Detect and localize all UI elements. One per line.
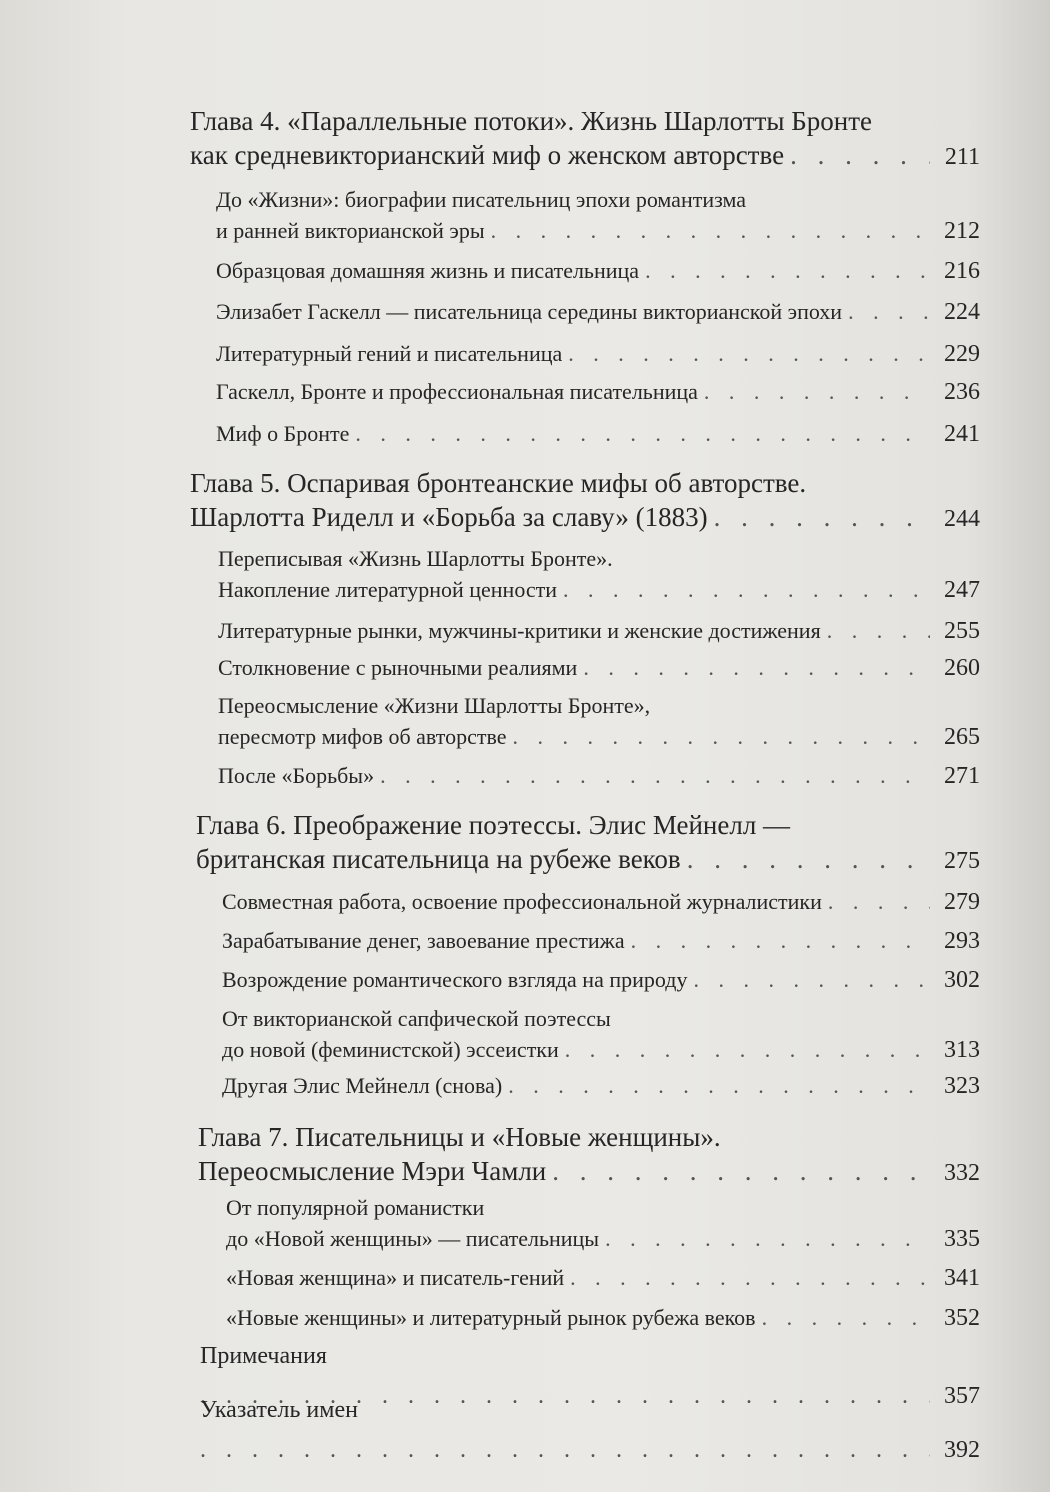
page-number: 313 — [944, 1037, 980, 1063]
section-entry — [216, 418, 980, 450]
page-number: 293 — [944, 928, 980, 954]
leader-dots — [570, 1262, 930, 1293]
page-number: 244 — [944, 506, 980, 532]
chapter-6-entry — [196, 808, 980, 878]
page-number: 335 — [944, 1226, 980, 1252]
section-entry — [222, 1070, 980, 1102]
section-entry — [222, 964, 980, 996]
chapter-title-line2: как средневикторианский миф о женском авторстве — [190, 140, 785, 170]
section-title-line2: до новой (феминистской) эссеистки — [222, 1037, 559, 1062]
leader-dots — [848, 296, 930, 327]
section-entry — [222, 886, 980, 918]
leader-dots — [200, 1430, 930, 1470]
section-title: Другая Элис Мейнелл (снова) — [222, 1073, 503, 1098]
leader-dots — [828, 886, 930, 917]
section-title: Образцовая домашняя жизнь и писательница — [216, 258, 640, 283]
section-title-line1: До «Жизни»: биографии писательниц эпохи романтизма — [216, 187, 747, 212]
chapter-title-line2: британская писательница на рубеже веков — [196, 844, 681, 874]
leader-dots — [508, 1070, 930, 1101]
section-title-line1: От популярной романистки — [226, 1195, 485, 1220]
leader-dots — [645, 255, 930, 286]
page-number: 236 — [944, 379, 980, 405]
section-title: Совместная работа, освоение профессиональной журналистики — [222, 889, 822, 914]
leader-dots — [605, 1223, 930, 1254]
section-title: Столкновение с рыночными реалиями — [218, 655, 578, 680]
section-entry — [218, 652, 980, 684]
page-number: 323 — [944, 1073, 980, 1099]
section-title: Миф о Бронте — [216, 421, 350, 446]
leader-dots — [552, 1154, 930, 1188]
leader-dots — [790, 138, 930, 172]
leader-dots — [380, 760, 930, 791]
chapter-7-entry — [198, 1120, 980, 1190]
page-number: 216 — [944, 258, 980, 284]
section-title: Гаскелл, Бронте и профессиональная писательница — [216, 379, 698, 404]
page-number: 265 — [944, 724, 980, 750]
leader-dots — [693, 964, 930, 995]
section-title-line2: до «Новой женщины» — писательницы — [226, 1226, 600, 1251]
section-title: «Новая женщина» и писатель-гений — [226, 1265, 565, 1290]
chapter-title-line1: Глава 6. Преображение поэтессы. Элис Мейнелл — — [196, 810, 791, 840]
section-title: Литературный гений и писательница — [216, 341, 563, 366]
section-entry — [218, 690, 980, 753]
chapter-title-line1: Глава 5. Оспаривая бронтеанские мифы об авторстве. — [190, 468, 807, 498]
section-title-line1: Переписывая «Жизнь Шарлотты Бронте». — [218, 546, 613, 571]
section-title: Литературные рынки, мужчины-критики и женские достижения — [218, 618, 821, 643]
section-entry — [218, 543, 980, 606]
page-number: 241 — [944, 421, 980, 447]
section-entry — [222, 925, 980, 957]
leader-dots — [762, 1302, 930, 1333]
leader-dots — [565, 1034, 930, 1065]
section-title: Элизабет Гаскелл — писательница середины викторианской эпохи — [216, 299, 843, 324]
leader-dots — [687, 842, 930, 876]
section-entry — [216, 296, 980, 328]
section-title: Зарабатывание денег, завоевание престижа — [222, 928, 625, 953]
leader-dots — [583, 652, 930, 683]
page-number: 247 — [944, 577, 980, 603]
page-number: 341 — [944, 1265, 980, 1291]
section-entry — [226, 1302, 980, 1334]
section-title-line2: и ранней викторианской эры — [216, 218, 485, 243]
section-entry — [216, 184, 980, 247]
section-title-line2: Накопление литературной ценности — [218, 577, 558, 602]
chapter-title-line2: Шарлотта Риделл и «Борьба за славу» (1883) — [190, 502, 708, 532]
page-number: 392 — [944, 1437, 980, 1463]
page-number: 279 — [944, 889, 980, 915]
section-title-line2: пересмотр мифов об авторстве — [218, 724, 507, 749]
page-number: 302 — [944, 967, 980, 993]
section-entry — [218, 760, 980, 792]
notes-label: Примечания — [200, 1343, 327, 1369]
index-entry — [200, 1390, 980, 1470]
page-number: 271 — [944, 763, 980, 789]
page-number: 357 — [944, 1383, 980, 1409]
leader-dots — [355, 418, 930, 449]
section-entry — [222, 1003, 980, 1066]
chapter-4-entry — [190, 104, 980, 174]
page-number: 352 — [944, 1305, 980, 1331]
section-title: «Новые женщины» и литературный рынок рубежа веков — [226, 1305, 756, 1330]
page-number: 224 — [944, 299, 980, 325]
section-entry — [226, 1192, 980, 1255]
chapter-title-line1: Глава 7. Писательницы и «Новые женщины». — [198, 1122, 721, 1152]
leader-dots — [568, 338, 930, 369]
chapter-title-line1: Глава 4. «Параллельные потоки». Жизнь Шарлотты Бронте — [190, 106, 873, 136]
section-entry — [218, 615, 980, 647]
page-number: 255 — [944, 618, 980, 644]
section-title-line1: Переосмысление «Жизни Шарлотты Бронте», — [218, 693, 651, 718]
section-title-line1: От викторианской сапфической поэтессы — [222, 1006, 611, 1031]
leader-dots — [631, 925, 930, 956]
leader-dots — [491, 215, 930, 246]
leader-dots — [714, 500, 930, 534]
index-label: Указатель имен — [200, 1397, 358, 1423]
section-entry — [226, 1262, 980, 1294]
leader-dots — [827, 615, 930, 646]
section-title: Возрождение романтического взгляда на природу — [222, 967, 688, 992]
leader-dots — [563, 574, 930, 605]
page-number: 229 — [944, 341, 980, 367]
page-number: 275 — [944, 848, 980, 874]
chapter-title-line2: Переосмысление Мэри Чамли — [198, 1156, 547, 1186]
page-number: 211 — [944, 144, 980, 170]
section-title: После «Борьбы» — [218, 763, 375, 788]
section-entry — [216, 376, 980, 408]
page-number: 332 — [944, 1160, 980, 1186]
section-entry — [216, 255, 980, 287]
page-number: 260 — [944, 655, 980, 681]
chapter-5-entry — [190, 466, 980, 536]
page-number: 212 — [944, 218, 980, 244]
leader-dots — [704, 376, 930, 407]
leader-dots — [513, 721, 931, 752]
section-entry — [216, 338, 980, 370]
